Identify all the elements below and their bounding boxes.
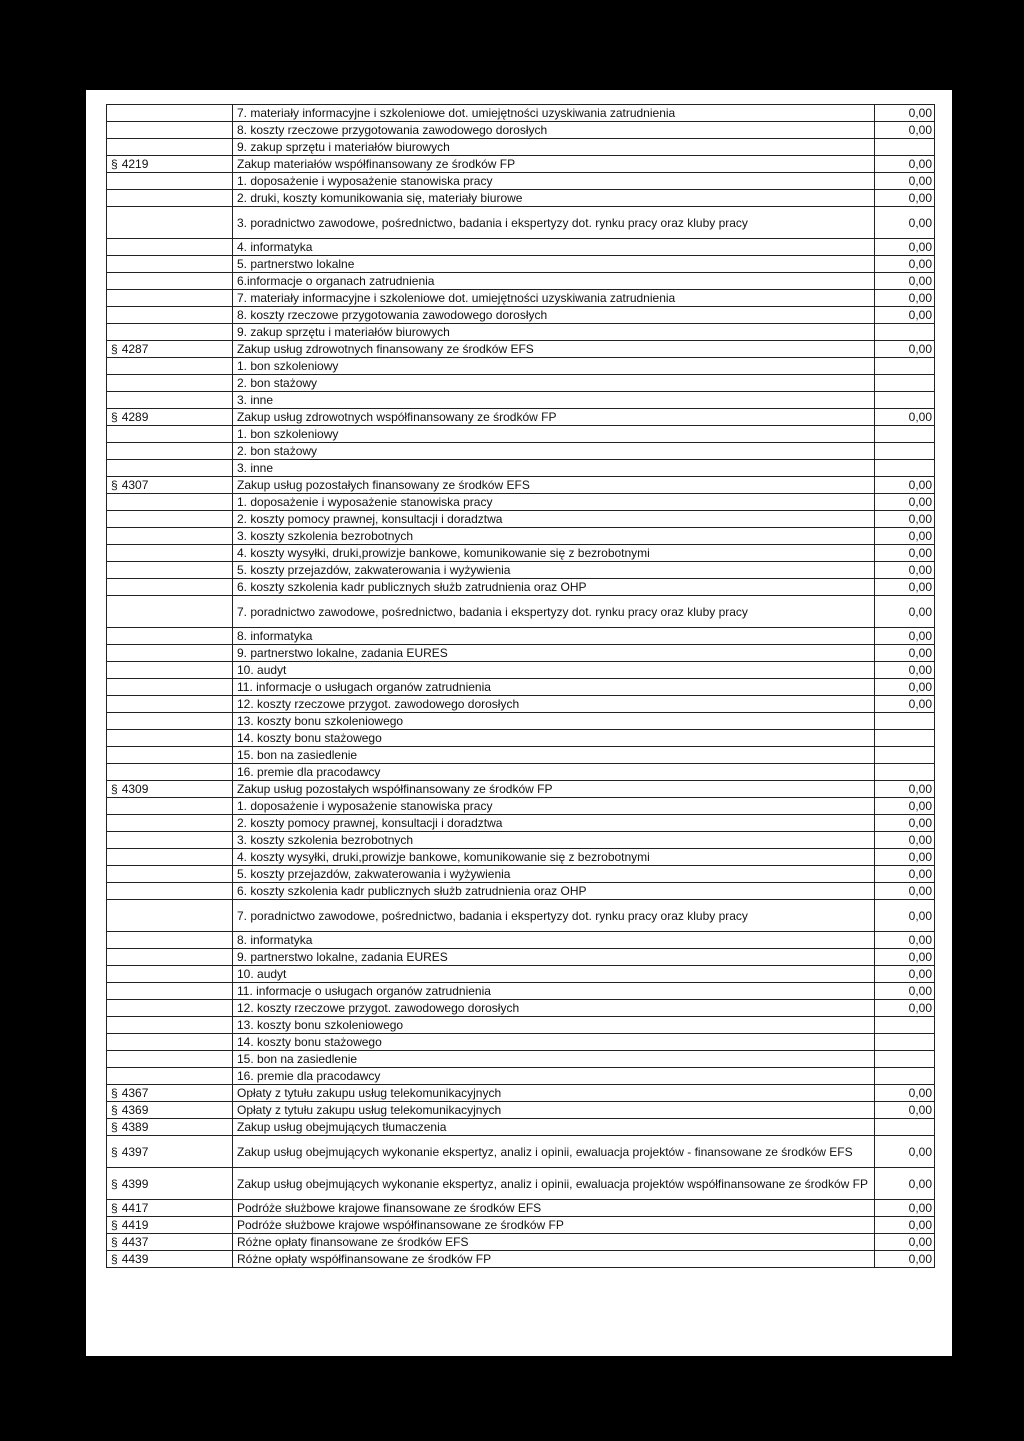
description-cell: 12. koszty rzeczowe przygot. zawodowego dorosłych [233,696,875,713]
amount-cell: 0,00 [875,949,935,966]
table-row [107,966,935,983]
paragraph-code-cell [107,562,233,579]
paragraph-code: 4287 [121,341,149,356]
table-row [107,477,935,494]
description-cell: 13. koszty bonu szkoleniowego [233,713,875,730]
table-row [107,239,935,256]
table-row [107,900,935,932]
paragraph-code-cell [107,1217,233,1234]
description-cell: Podróże służbowe krajowe współfinansowane ze środków FP [233,1217,875,1234]
amount-cell: 0,00 [875,1251,935,1268]
paragraph-code: 4417 [121,1200,149,1215]
section-mark: § [111,1144,118,1159]
amount-cell: 0,00 [875,983,935,1000]
description-cell: 9. zakup sprzętu i materiałów biurowych [233,139,875,156]
budget-table [106,104,935,1268]
amount-cell: 0,00 [875,511,935,528]
description-cell: 11. informacje o usługach organów zatrudnienia [233,983,875,1000]
description-cell: Zakup usług pozostałych finansowany ze środków EFS [233,477,875,494]
description-cell: 4. koszty wysyłki, druki,prowizje bankowe, komunikowanie się z bezrobotnymi [233,849,875,866]
amount-cell: 0,00 [875,1200,935,1217]
table-row [107,679,935,696]
paragraph-code-cell [107,443,233,460]
description-cell: Zakup usług zdrowotnych finansowany ze środków EFS [233,341,875,358]
amount-cell: 0,00 [875,866,935,883]
description-cell: 8. informatyka [233,932,875,949]
amount-cell [875,764,935,781]
paragraph-code-cell [107,545,233,562]
description-cell: Podróże służbowe krajowe finansowane ze środków EFS [233,1200,875,1217]
table-row [107,290,935,307]
description-cell: 3. poradnictwo zawodowe, pośrednictwo, badania i ekspertyzy dot. rynku pracy oraz kluby pracy [233,207,875,239]
amount-cell: 0,00 [875,528,935,545]
paragraph-code-cell [107,239,233,256]
amount-cell: 0,00 [875,1000,935,1017]
amount-cell [875,375,935,392]
paragraph-code: 4419 [121,1217,149,1232]
description-cell: 6.informacje o organach zatrudnienia [233,273,875,290]
paragraph-code: 4309 [121,781,149,796]
amount-cell: 0,00 [875,477,935,494]
amount-cell [875,1068,935,1085]
section-mark: § [111,477,118,492]
amount-cell: 0,00 [875,307,935,324]
table-row [107,798,935,815]
table-row [107,781,935,798]
description-cell: Zakup usług zdrowotnych współfinansowany ze środków FP [233,409,875,426]
section-mark: § [111,1251,118,1266]
table-row [107,324,935,341]
table-row [107,443,935,460]
description-cell: 9. partnerstwo lokalne, zadania EURES [233,949,875,966]
description-cell: 13. koszty bonu szkoleniowego [233,1017,875,1034]
paragraph-code-cell [107,596,233,628]
amount-cell: 0,00 [875,849,935,866]
table-row [107,273,935,290]
amount-cell: 0,00 [875,628,935,645]
section-mark: § [111,1102,118,1117]
amount-cell: 0,00 [875,207,935,239]
table-row [107,1168,935,1200]
section-mark: § [111,1234,118,1249]
description-cell: 16. premie dla pracodawcy [233,1068,875,1085]
description-cell: 1. bon szkoleniowy [233,426,875,443]
description-cell: 9. zakup sprzętu i materiałów biurowych [233,324,875,341]
amount-cell: 0,00 [875,832,935,849]
paragraph-code-cell [107,1000,233,1017]
paragraph-code-cell [107,307,233,324]
paragraph-code-cell [107,426,233,443]
amount-cell: 0,00 [875,562,935,579]
section-mark: § [111,1176,118,1191]
amount-cell [875,392,935,409]
amount-cell [875,730,935,747]
description-cell: 5. koszty przejazdów, zakwaterowania i wyżywienia [233,866,875,883]
description-cell: 7. poradnictwo zawodowe, pośrednictwo, badania i ekspertyzy dot. rynku pracy oraz kluby pracy [233,900,875,932]
table-row [107,815,935,832]
paragraph-code-cell [107,730,233,747]
description-cell: 15. bon na zasiedlenie [233,1051,875,1068]
description-cell: 12. koszty rzeczowe przygot. zawodowego dorosłych [233,1000,875,1017]
table-row [107,307,935,324]
description-cell: Zakup usług obejmujących wykonanie ekspertyz, analiz i opinii, ewaluacja projektów - finansowane ze środków EFS [233,1136,875,1168]
description-cell: 15. bon na zasiedlenie [233,747,875,764]
table-row [107,866,935,883]
table-row [107,832,935,849]
description-cell: 2. bon stażowy [233,375,875,392]
amount-cell: 0,00 [875,105,935,122]
amount-cell: 0,00 [875,190,935,207]
paragraph-code-cell [107,781,233,798]
amount-cell: 0,00 [875,290,935,307]
description-cell: 3. inne [233,392,875,409]
table-row [107,545,935,562]
amount-cell [875,1034,935,1051]
description-cell: Różne opłaty finansowane ze środków EFS [233,1234,875,1251]
paragraph-code-cell [107,764,233,781]
description-cell: 1. doposażenie i wyposażenie stanowiska pracy [233,173,875,190]
amount-cell: 0,00 [875,173,935,190]
amount-cell: 0,00 [875,579,935,596]
paragraph-code: 4219 [121,156,149,171]
amount-cell: 0,00 [875,645,935,662]
amount-cell [875,1017,935,1034]
table-row [107,375,935,392]
paragraph-code: 4399 [121,1176,149,1191]
paragraph-code-cell [107,528,233,545]
description-cell: 10. audyt [233,966,875,983]
table-row [107,426,935,443]
section-mark: § [111,1085,118,1100]
description-cell: Różne opłaty współfinansowane ze środków FP [233,1251,875,1268]
paragraph-code-cell [107,105,233,122]
amount-cell: 0,00 [875,494,935,511]
table-row [107,932,935,949]
table-row [107,747,935,764]
paragraph-code-cell [107,173,233,190]
amount-cell: 0,00 [875,1168,935,1200]
paragraph-code-cell [107,696,233,713]
paragraph-code-cell [107,645,233,662]
amount-cell: 0,00 [875,1234,935,1251]
section-mark: § [111,1119,118,1134]
amount-cell: 0,00 [875,1217,935,1234]
amount-cell [875,443,935,460]
paragraph-code-cell [107,139,233,156]
paragraph-code-cell [107,156,233,173]
paragraph-code-cell [107,849,233,866]
table-row [107,764,935,781]
amount-cell: 0,00 [875,932,935,949]
paragraph-code-cell [107,815,233,832]
description-cell: 8. koszty rzeczowe przygotowania zawodowego dorosłych [233,122,875,139]
amount-cell: 0,00 [875,409,935,426]
section-mark: § [111,1200,118,1215]
paragraph-code-cell [107,628,233,645]
paragraph-code-cell [107,1017,233,1034]
paragraph-code-cell [107,798,233,815]
amount-cell: 0,00 [875,781,935,798]
table-row [107,1234,935,1251]
amount-cell: 0,00 [875,1136,935,1168]
table-row [107,207,935,239]
paragraph-code-cell [107,1085,233,1102]
description-cell: Zakup usług pozostałych współfinansowany ze środków FP [233,781,875,798]
paragraph-code-cell [107,883,233,900]
table-row [107,713,935,730]
table-row [107,562,935,579]
description-cell: 3. inne [233,460,875,477]
paragraph-code-cell [107,1136,233,1168]
table-row [107,1136,935,1168]
description-cell: 5. koszty przejazdów, zakwaterowania i wyżywienia [233,562,875,579]
paragraph-code-cell [107,1034,233,1051]
description-cell: 1. doposażenie i wyposażenie stanowiska pracy [233,494,875,511]
amount-cell [875,358,935,375]
table-row [107,511,935,528]
description-cell: 8. informatyka [233,628,875,645]
description-cell: 3. koszty szkolenia bezrobotnych [233,832,875,849]
table-row [107,596,935,628]
table-row [107,1119,935,1136]
paragraph-code-cell [107,900,233,932]
description-cell: Zakup usług obejmujących wykonanie ekspertyz, analiz i opinii, ewaluacja projektów współfinansowane ze środków FP [233,1168,875,1200]
paragraph-code-cell [107,392,233,409]
amount-cell: 0,00 [875,679,935,696]
table-row [107,256,935,273]
table-row [107,1017,935,1034]
amount-cell: 0,00 [875,966,935,983]
amount-cell: 0,00 [875,156,935,173]
amount-cell: 0,00 [875,900,935,932]
table-row [107,1217,935,1234]
table-row [107,494,935,511]
budget-table-body [107,105,935,1268]
amount-cell: 0,00 [875,662,935,679]
description-cell: 6. koszty szkolenia kadr publicznych służb zatrudnienia oraz OHP [233,883,875,900]
amount-cell: 0,00 [875,596,935,628]
section-mark: § [111,1217,118,1232]
amount-cell [875,139,935,156]
paragraph-code-cell [107,511,233,528]
description-cell: 1. doposażenie i wyposażenie stanowiska pracy [233,798,875,815]
table-row [107,122,935,139]
paragraph-code: 4289 [121,409,149,424]
table-row [107,1068,935,1085]
paragraph-code: 4307 [121,477,149,492]
amount-cell [875,460,935,477]
table-row [107,983,935,1000]
amount-cell [875,747,935,764]
description-cell: 1. bon szkoleniowy [233,358,875,375]
description-cell: 10. audyt [233,662,875,679]
table-row [107,1102,935,1119]
paragraph-code-cell [107,1051,233,1068]
amount-cell: 0,00 [875,273,935,290]
paragraph-code-cell [107,1251,233,1268]
amount-cell [875,324,935,341]
amount-cell: 0,00 [875,696,935,713]
description-cell: 7. poradnictwo zawodowe, pośrednictwo, badania i ekspertyzy dot. rynku pracy oraz kluby pracy [233,596,875,628]
description-cell: 5. partnerstwo lokalne [233,256,875,273]
table-row [107,409,935,426]
table-row [107,139,935,156]
amount-cell: 0,00 [875,256,935,273]
table-row [107,1200,935,1217]
table-row [107,341,935,358]
table-row [107,1085,935,1102]
description-cell: 4. koszty wysyłki, druki,prowizje bankowe, komunikowanie się z bezrobotnymi [233,545,875,562]
table-row [107,849,935,866]
paragraph-code-cell [107,273,233,290]
description-cell: 16. premie dla pracodawcy [233,764,875,781]
paragraph-code: 4389 [121,1119,149,1134]
amount-cell: 0,00 [875,815,935,832]
table-row [107,949,935,966]
paragraph-code: 4369 [121,1102,149,1117]
paragraph-code-cell [107,477,233,494]
amount-cell: 0,00 [875,239,935,256]
description-cell: Zakup usług obejmujących tłumaczenia [233,1119,875,1136]
table-row [107,730,935,747]
table-row [107,662,935,679]
table-row [107,628,935,645]
table-row [107,460,935,477]
description-cell: Zakup materiałów współfinansowany ze środków FP [233,156,875,173]
paragraph-code: 4367 [121,1085,149,1100]
amount-cell: 0,00 [875,1102,935,1119]
description-cell: 2. koszty pomocy prawnej, konsultacji i doradztwa [233,815,875,832]
paragraph-code-cell [107,341,233,358]
section-mark: § [111,409,118,424]
paragraph-code-cell [107,1119,233,1136]
amount-cell [875,426,935,443]
amount-cell: 0,00 [875,1085,935,1102]
paragraph-code-cell [107,832,233,849]
paragraph-code-cell [107,679,233,696]
paragraph-code-cell [107,747,233,764]
table-row [107,579,935,596]
table-row [107,392,935,409]
paragraph-code-cell [107,1168,233,1200]
paragraph-code-cell [107,207,233,239]
paragraph-code: 4437 [121,1234,149,1249]
table-row [107,190,935,207]
amount-cell: 0,00 [875,798,935,815]
document-page [86,90,952,1356]
paragraph-code-cell [107,866,233,883]
table-row [107,358,935,375]
description-cell: 14. koszty bonu stażowego [233,730,875,747]
table-row [107,1051,935,1068]
section-mark: § [111,156,118,171]
description-cell: 9. partnerstwo lokalne, zadania EURES [233,645,875,662]
paragraph-code: 4439 [121,1251,149,1266]
amount-cell: 0,00 [875,122,935,139]
description-cell: 14. koszty bonu stażowego [233,1034,875,1051]
table-row [107,1000,935,1017]
section-mark: § [111,341,118,356]
paragraph-code-cell [107,662,233,679]
paragraph-code-cell [107,494,233,511]
paragraph-code-cell [107,190,233,207]
description-cell: 8. koszty rzeczowe przygotowania zawodowego dorosłych [233,307,875,324]
description-cell: 6. koszty szkolenia kadr publicznych służb zatrudnienia oraz OHP [233,579,875,596]
paragraph-code-cell [107,1234,233,1251]
amount-cell [875,1051,935,1068]
table-row [107,528,935,545]
table-row [107,1251,935,1268]
paragraph-code-cell [107,983,233,1000]
section-mark: § [111,781,118,796]
amount-cell: 0,00 [875,545,935,562]
paragraph-code-cell [107,358,233,375]
amount-cell: 0,00 [875,341,935,358]
amount-cell [875,713,935,730]
paragraph-code-cell [107,460,233,477]
description-cell: 4. informatyka [233,239,875,256]
paragraph-code-cell [107,256,233,273]
paragraph-code-cell [107,713,233,730]
description-cell: 3. koszty szkolenia bezrobotnych [233,528,875,545]
description-cell: 2. koszty pomocy prawnej, konsultacji i doradztwa [233,511,875,528]
paragraph-code-cell [107,1200,233,1217]
paragraph-code-cell [107,375,233,392]
paragraph-code-cell [107,122,233,139]
paragraph-code-cell [107,324,233,341]
paragraph-code-cell [107,966,233,983]
description-cell: 2. druki, koszty komunikowania się, materiały biurowe [233,190,875,207]
paragraph-code-cell [107,1102,233,1119]
paragraph-code-cell [107,949,233,966]
table-row [107,105,935,122]
table-row [107,696,935,713]
paragraph-code-cell [107,579,233,596]
table-row [107,156,935,173]
table-row [107,1034,935,1051]
table-row [107,883,935,900]
table-row [107,173,935,190]
paragraph-code-cell [107,409,233,426]
description-cell: 11. informacje o usługach organów zatrudnienia [233,679,875,696]
paragraph-code-cell [107,1068,233,1085]
description-cell: Opłaty z tytułu zakupu usług telekomunikacyjnych [233,1102,875,1119]
paragraph-code: 4397 [121,1144,149,1159]
amount-cell [875,1119,935,1136]
amount-cell: 0,00 [875,883,935,900]
description-cell: 7. materiały informacyjne i szkoleniowe dot. umiejętności uzyskiwania zatrudnienia [233,105,875,122]
table-row [107,645,935,662]
paragraph-code-cell [107,290,233,307]
description-cell: Opłaty z tytułu zakupu usług telekomunikacyjnych [233,1085,875,1102]
description-cell: 2. bon stażowy [233,443,875,460]
description-cell: 7. materiały informacyjne i szkoleniowe dot. umiejętności uzyskiwania zatrudnienia [233,290,875,307]
paragraph-code-cell [107,932,233,949]
